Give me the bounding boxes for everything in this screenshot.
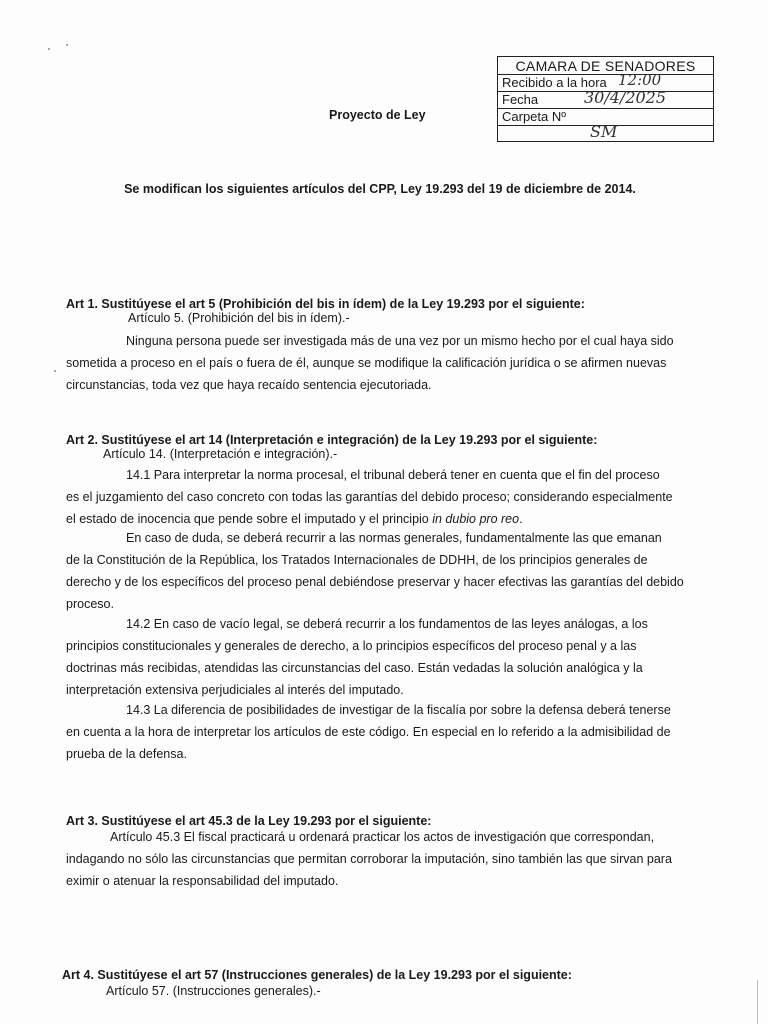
art1-heading: Art 1. Sustitúyese el art 5 (Prohibición del bis in ídem) de la Ley 19.293 por el siguiente:	[66, 297, 585, 311]
art2-line: es el juzgamiento del caso concreto con todas las garantías del debido proceso; considerando especialmente	[66, 490, 673, 504]
stamp-received-value: 12:00	[618, 71, 662, 89]
art2-paragraph-14-3	[66, 699, 710, 765]
art2-line: 14.2 En caso de vacío legal, se deberá recurrir a los fundamentos de las leyes análogas, a los	[126, 617, 648, 631]
art2-line: 14.3 La diferencia de posibilidades de investigar de la fiscalía por sobre la defensa deberá tenerse	[126, 703, 671, 717]
art2-line: 14.1 Para interpretar la norma procesal, el tribunal deberá tener en cuenta que el fin del proceso	[126, 468, 660, 482]
latin-phrase: in dubio pro reo	[432, 512, 520, 526]
stamp-initials: SM	[590, 122, 618, 141]
document-title: Proyecto de Ley	[329, 108, 426, 122]
stamp-date-label: Fecha	[502, 92, 539, 107]
art3-heading: Art 3. Sustitúyese el art 45.3 de la Ley 19.293 por el siguiente:	[66, 814, 432, 828]
art2-line: doctrinas más recibidas, atendidas las circunstancias del caso. Están vedadas la solución analógica y la	[66, 661, 643, 675]
art3-line: eximir o atenuar la responsabilidad del imputado.	[66, 874, 339, 888]
art2-line: proceso.	[66, 597, 114, 611]
art2-line: En caso de duda, se deberá recurrir a las normas generales, fundamentalmente las que emanan	[126, 531, 662, 545]
art3-line: indagando no sólo las circunstancias que permitan corroborar la imputación, sino también las que sirvan para	[66, 852, 672, 866]
stamp-row-date	[498, 88, 713, 108]
art2-line: en cuenta a la hora de interpretar los artículos de este código. En especial en lo referido a la admisibilidad de	[66, 725, 671, 739]
art2-line: derecho y de los específicos del proceso penal debiéndose preservar y hacer efectivas las garantías del debido	[66, 575, 684, 589]
art1-line: Ninguna persona puede ser investigada más de una vez por un mismo hecho por el cual haya sido	[126, 334, 674, 348]
art1-subheading: Artículo 5. (Prohibición del bis in ídem).-	[128, 311, 350, 325]
art2-line-text: .	[519, 512, 523, 526]
scan-speck	[54, 370, 56, 372]
art4-heading: Art 4. Sustitúyese el art 57 (Instrucciones generales) de la Ley 19.293 por el siguiente:	[62, 968, 572, 982]
art2-heading: Art 2. Sustitúyese el art 14 (Interpretación e integración) de la Ley 19.293 por el siguiente:	[66, 433, 598, 447]
art3-line: Artículo 45.3 El fiscal practicará u ordenará practicar los actos de investigación que correspondan,	[110, 830, 655, 844]
art2-line-text: el estado de inocencia que pende sobre el imputado y el principio	[66, 512, 433, 526]
stamp-date-value: 30/4/2025	[584, 88, 667, 107]
art2-line: de la Constitución de la República, los Tratados Internacionales de DDHH, de los principios generales de	[66, 553, 648, 567]
stamp-received-label: Recibido a la hora	[502, 75, 607, 90]
art1-line: sometida a proceso en el país o fuera de él, aunque se modifique la calificación jurídica o se afirmen nuevas	[66, 356, 667, 370]
scan-edge-line	[757, 980, 758, 1024]
stamp-row-initials	[498, 122, 713, 141]
reception-stamp	[497, 56, 714, 142]
art2-paragraph-duda	[66, 527, 710, 615]
art2-subheading: Artículo 14. (Interpretación e integración).-	[103, 447, 338, 461]
document-subtitle: Se modifican los siguientes artículos del CPP, Ley 19.293 del 19 de diciembre de 2014.	[124, 182, 636, 196]
art2-line: principios constitucionales y generales de derecho, a lo principios específicos del proceso penal y a las	[66, 639, 637, 653]
art1-body	[66, 330, 710, 396]
art2-line: interpretación extensiva perjudiciales al interés del imputado.	[66, 683, 404, 697]
scan-speck	[48, 48, 50, 50]
art1-line: circunstancias, toda vez que haya recaído sentencia ejecutoriada.	[66, 378, 432, 392]
scan-speck	[66, 44, 68, 46]
stamp-folder-label: Carpeta Nº	[502, 109, 566, 124]
art2-paragraph-14-1	[66, 464, 710, 530]
art4-subheading: Artículo 57. (Instrucciones generales).-	[106, 984, 321, 998]
art2-paragraph-14-2	[66, 613, 710, 701]
art3-body	[66, 826, 710, 892]
stamp-title: CAMARA DE SENADORES	[515, 58, 696, 74]
art2-line: prueba de la defensa.	[66, 747, 187, 761]
